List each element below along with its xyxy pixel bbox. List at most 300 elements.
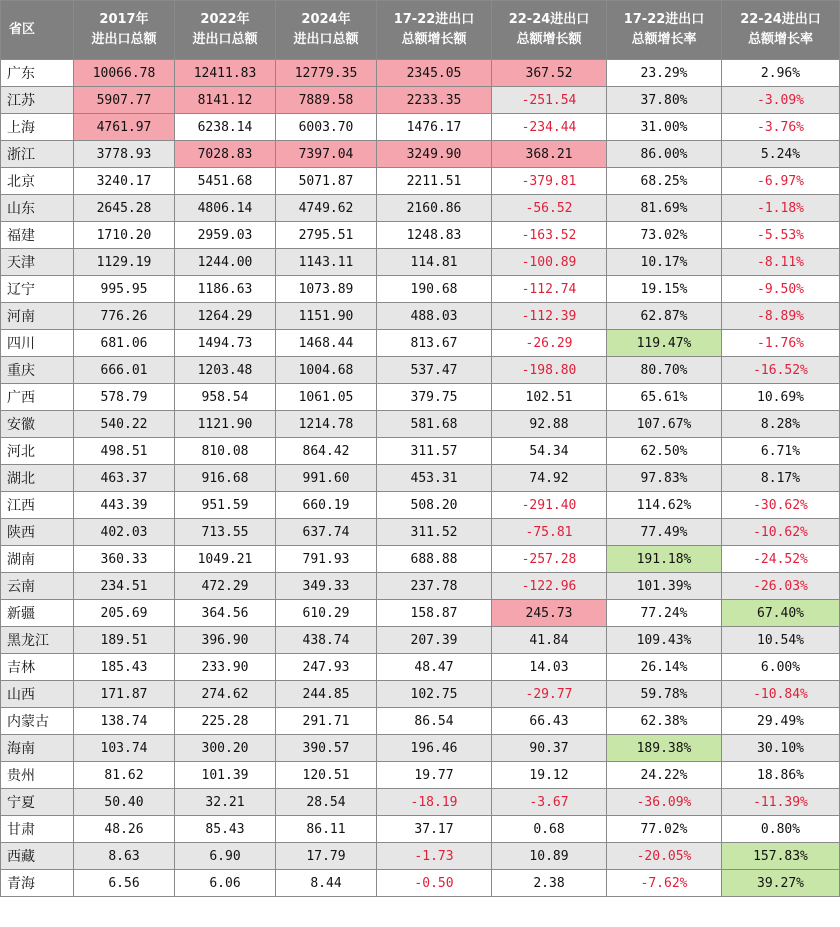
cell-growth-rate-17-22: 26.14% [607, 654, 722, 681]
column-header-line: 2017年 [99, 12, 149, 27]
province-cell: 江苏 [1, 87, 74, 114]
cell-growth-rate-17-22: 80.70% [607, 357, 722, 384]
province-cell: 辽宁 [1, 276, 74, 303]
province-cell: 甘肃 [1, 816, 74, 843]
cell-growth-rate-17-22: 107.67% [607, 411, 722, 438]
column-header-line: 进出口总额 [192, 32, 258, 47]
cell-total-2022: 958.54 [175, 384, 276, 411]
cell-growth-rate-17-22: 62.87% [607, 303, 722, 330]
cell-growth-rate-22-24: -1.18% [722, 195, 840, 222]
cell-total-2022: 5451.68 [175, 168, 276, 195]
table-row [1, 276, 840, 303]
cell-growth-amount-22-24: -251.54 [492, 87, 607, 114]
cell-growth-amount-22-24: 368.21 [492, 141, 607, 168]
column-header-line: 总额增长率 [631, 32, 697, 47]
cell-growth-amount-22-24: 90.37 [492, 735, 607, 762]
table-body [1, 60, 840, 897]
table-row [1, 573, 840, 600]
table-row [1, 384, 840, 411]
cell-growth-rate-22-24: 10.69% [722, 384, 840, 411]
cell-growth-rate-22-24: 29.49% [722, 708, 840, 735]
province-cell: 湖北 [1, 465, 74, 492]
cell-total-2017: 498.51 [74, 438, 175, 465]
cell-growth-rate-22-24: -6.97% [722, 168, 840, 195]
province-cell: 山东 [1, 195, 74, 222]
province-cell: 福建 [1, 222, 74, 249]
cell-total-2017: 138.74 [74, 708, 175, 735]
cell-total-2022: 32.21 [175, 789, 276, 816]
cell-growth-amount-17-22: 581.68 [377, 411, 492, 438]
cell-total-2017: 234.51 [74, 573, 175, 600]
cell-total-2024: 17.79 [276, 843, 377, 870]
cell-total-2024: 28.54 [276, 789, 377, 816]
cell-growth-amount-17-22: -18.19 [377, 789, 492, 816]
cell-growth-amount-17-22: 379.75 [377, 384, 492, 411]
cell-growth-rate-17-22: 10.17% [607, 249, 722, 276]
table-row [1, 249, 840, 276]
cell-growth-rate-17-22: 65.61% [607, 384, 722, 411]
column-header-line: 17-22进出口 [393, 12, 475, 27]
cell-growth-rate-22-24: 6.00% [722, 654, 840, 681]
cell-growth-amount-17-22: 207.39 [377, 627, 492, 654]
cell-growth-amount-17-22: 1248.83 [377, 222, 492, 249]
cell-total-2022: 1186.63 [175, 276, 276, 303]
province-cell: 宁夏 [1, 789, 74, 816]
column-header-line: 总额增长额 [401, 32, 467, 47]
cell-total-2017: 8.63 [74, 843, 175, 870]
cell-growth-rate-17-22: 62.50% [607, 438, 722, 465]
cell-total-2024: 349.33 [276, 573, 377, 600]
cell-total-2024: 7889.58 [276, 87, 377, 114]
cell-growth-amount-22-24: -122.96 [492, 573, 607, 600]
province-cell: 河南 [1, 303, 74, 330]
table-header [1, 1, 840, 60]
table-row [1, 141, 840, 168]
cell-growth-amount-17-22: 2160.86 [377, 195, 492, 222]
cell-growth-amount-22-24: -163.52 [492, 222, 607, 249]
cell-total-2024: 1143.11 [276, 249, 377, 276]
province-cell: 云南 [1, 573, 74, 600]
cell-growth-rate-22-24: 10.54% [722, 627, 840, 654]
cell-total-2022: 2959.03 [175, 222, 276, 249]
cell-growth-rate-22-24: -26.03% [722, 573, 840, 600]
cell-growth-amount-22-24: 102.51 [492, 384, 607, 411]
cell-growth-amount-17-22: 488.03 [377, 303, 492, 330]
cell-total-2022: 713.55 [175, 519, 276, 546]
cell-growth-amount-22-24: 92.88 [492, 411, 607, 438]
cell-growth-amount-22-24: -257.28 [492, 546, 607, 573]
cell-growth-amount-17-22: 688.88 [377, 546, 492, 573]
cell-growth-amount-17-22: 86.54 [377, 708, 492, 735]
province-cell: 浙江 [1, 141, 74, 168]
cell-growth-rate-17-22: 109.43% [607, 627, 722, 654]
cell-growth-rate-22-24: 5.24% [722, 141, 840, 168]
cell-total-2024: 438.74 [276, 627, 377, 654]
cell-growth-rate-22-24: 18.86% [722, 762, 840, 789]
cell-total-2017: 681.06 [74, 330, 175, 357]
column-header-growth-amount-17-22 [377, 1, 492, 60]
cell-growth-rate-17-22: 68.25% [607, 168, 722, 195]
cell-growth-amount-17-22: 1476.17 [377, 114, 492, 141]
cell-growth-rate-22-24: -5.53% [722, 222, 840, 249]
cell-growth-rate-17-22: 86.00% [607, 141, 722, 168]
cell-growth-rate-22-24: 2.96% [722, 60, 840, 87]
cell-growth-amount-17-22: 37.17 [377, 816, 492, 843]
cell-growth-amount-17-22: 237.78 [377, 573, 492, 600]
column-header-line: 2024年 [301, 12, 351, 27]
cell-growth-rate-22-24: 8.17% [722, 465, 840, 492]
table-row [1, 195, 840, 222]
cell-total-2024: 791.93 [276, 546, 377, 573]
cell-total-2024: 6003.70 [276, 114, 377, 141]
province-cell: 天津 [1, 249, 74, 276]
cell-growth-amount-17-22: 19.77 [377, 762, 492, 789]
cell-growth-rate-22-24: 0.80% [722, 816, 840, 843]
cell-total-2024: 247.93 [276, 654, 377, 681]
cell-growth-rate-22-24: 157.83% [722, 843, 840, 870]
cell-total-2024: 610.29 [276, 600, 377, 627]
cell-total-2022: 12411.83 [175, 60, 276, 87]
cell-total-2024: 120.51 [276, 762, 377, 789]
province-cell: 西藏 [1, 843, 74, 870]
cell-total-2022: 4806.14 [175, 195, 276, 222]
cell-growth-rate-17-22: 97.83% [607, 465, 722, 492]
cell-growth-amount-22-24: -29.77 [492, 681, 607, 708]
cell-growth-amount-17-22: 453.31 [377, 465, 492, 492]
cell-growth-rate-22-24: -3.76% [722, 114, 840, 141]
cell-total-2017: 360.33 [74, 546, 175, 573]
cell-total-2022: 6.06 [175, 870, 276, 897]
cell-growth-amount-22-24: -112.74 [492, 276, 607, 303]
cell-total-2024: 864.42 [276, 438, 377, 465]
cell-total-2024: 1214.78 [276, 411, 377, 438]
cell-growth-rate-17-22: 23.29% [607, 60, 722, 87]
cell-total-2024: 1004.68 [276, 357, 377, 384]
cell-growth-amount-17-22: 813.67 [377, 330, 492, 357]
cell-total-2017: 443.39 [74, 492, 175, 519]
cell-growth-rate-17-22: 119.47% [607, 330, 722, 357]
table-row [1, 519, 840, 546]
province-cell: 新疆 [1, 600, 74, 627]
cell-total-2017: 5907.77 [74, 87, 175, 114]
column-header-line: 17-22进出口 [623, 12, 705, 27]
column-header-province [1, 1, 74, 60]
table-row [1, 303, 840, 330]
province-cell: 吉林 [1, 654, 74, 681]
column-header-line: 2022年 [200, 12, 250, 27]
cell-growth-amount-17-22: 508.20 [377, 492, 492, 519]
cell-total-2022: 1121.90 [175, 411, 276, 438]
cell-total-2022: 300.20 [175, 735, 276, 762]
cell-growth-amount-22-24: -198.80 [492, 357, 607, 384]
cell-growth-rate-22-24: 67.40% [722, 600, 840, 627]
cell-growth-rate-17-22: 73.02% [607, 222, 722, 249]
cell-total-2017: 402.03 [74, 519, 175, 546]
table-row [1, 546, 840, 573]
cell-total-2022: 8141.12 [175, 87, 276, 114]
cell-growth-amount-22-24: 19.12 [492, 762, 607, 789]
table-row [1, 708, 840, 735]
cell-growth-amount-22-24: 0.68 [492, 816, 607, 843]
cell-growth-rate-17-22: -7.62% [607, 870, 722, 897]
province-cell: 山西 [1, 681, 74, 708]
cell-growth-rate-17-22: 59.78% [607, 681, 722, 708]
cell-total-2024: 660.19 [276, 492, 377, 519]
cell-growth-amount-17-22: -0.50 [377, 870, 492, 897]
cell-growth-amount-17-22: 190.68 [377, 276, 492, 303]
province-cell: 湖南 [1, 546, 74, 573]
cell-growth-amount-22-24: 2.38 [492, 870, 607, 897]
cell-total-2024: 8.44 [276, 870, 377, 897]
cell-total-2017: 50.40 [74, 789, 175, 816]
cell-growth-rate-22-24: 39.27% [722, 870, 840, 897]
province-cell: 内蒙古 [1, 708, 74, 735]
header-row [1, 1, 840, 60]
cell-growth-rate-17-22: 191.18% [607, 546, 722, 573]
table-row [1, 789, 840, 816]
table-row [1, 330, 840, 357]
cell-growth-amount-22-24: 14.03 [492, 654, 607, 681]
column-header-total-2017 [74, 1, 175, 60]
cell-growth-amount-22-24: 10.89 [492, 843, 607, 870]
column-header-line: 进出口总额 [293, 32, 359, 47]
cell-growth-amount-22-24: -3.67 [492, 789, 607, 816]
cell-growth-amount-22-24: 74.92 [492, 465, 607, 492]
column-header-growth-amount-22-24 [492, 1, 607, 60]
cell-total-2017: 1129.19 [74, 249, 175, 276]
province-cell: 贵州 [1, 762, 74, 789]
cell-growth-rate-17-22: 189.38% [607, 735, 722, 762]
cell-growth-rate-17-22: -36.09% [607, 789, 722, 816]
cell-growth-amount-17-22: 2211.51 [377, 168, 492, 195]
cell-growth-rate-17-22: 81.69% [607, 195, 722, 222]
cell-total-2024: 244.85 [276, 681, 377, 708]
cell-growth-rate-22-24: -8.11% [722, 249, 840, 276]
cell-total-2024: 5071.87 [276, 168, 377, 195]
cell-growth-rate-22-24: -10.84% [722, 681, 840, 708]
cell-total-2022: 1049.21 [175, 546, 276, 573]
table-row [1, 222, 840, 249]
cell-growth-rate-22-24: -16.52% [722, 357, 840, 384]
cell-growth-rate-17-22: 24.22% [607, 762, 722, 789]
cell-growth-amount-17-22: 2345.05 [377, 60, 492, 87]
cell-growth-rate-22-24: -10.62% [722, 519, 840, 546]
table-row [1, 816, 840, 843]
cell-total-2017: 189.51 [74, 627, 175, 654]
cell-total-2022: 225.28 [175, 708, 276, 735]
cell-growth-amount-17-22: 48.47 [377, 654, 492, 681]
cell-growth-amount-17-22: 158.87 [377, 600, 492, 627]
table-row [1, 60, 840, 87]
column-header-line: 省区 [9, 22, 36, 37]
cell-growth-amount-22-24: -26.29 [492, 330, 607, 357]
cell-total-2022: 916.68 [175, 465, 276, 492]
cell-growth-rate-22-24: 8.28% [722, 411, 840, 438]
table-row [1, 114, 840, 141]
cell-total-2017: 81.62 [74, 762, 175, 789]
cell-growth-amount-22-24: 245.73 [492, 600, 607, 627]
cell-growth-amount-17-22: 3249.90 [377, 141, 492, 168]
cell-total-2022: 1203.48 [175, 357, 276, 384]
cell-growth-amount-22-24: 41.84 [492, 627, 607, 654]
cell-total-2022: 396.90 [175, 627, 276, 654]
cell-total-2024: 1151.90 [276, 303, 377, 330]
cell-growth-amount-22-24: -56.52 [492, 195, 607, 222]
cell-total-2017: 3778.93 [74, 141, 175, 168]
cell-total-2022: 951.59 [175, 492, 276, 519]
cell-total-2017: 3240.17 [74, 168, 175, 195]
cell-total-2024: 7397.04 [276, 141, 377, 168]
province-cell: 重庆 [1, 357, 74, 384]
cell-total-2022: 274.62 [175, 681, 276, 708]
column-header-line: 总额增长额 [516, 32, 582, 47]
table-row [1, 438, 840, 465]
cell-total-2024: 1468.44 [276, 330, 377, 357]
cell-total-2017: 776.26 [74, 303, 175, 330]
cell-growth-rate-17-22: 77.49% [607, 519, 722, 546]
column-header-growth-rate-17-22 [607, 1, 722, 60]
cell-growth-rate-22-24: 6.71% [722, 438, 840, 465]
cell-total-2017: 995.95 [74, 276, 175, 303]
cell-total-2024: 4749.62 [276, 195, 377, 222]
column-header-total-2022 [175, 1, 276, 60]
cell-total-2017: 185.43 [74, 654, 175, 681]
cell-growth-amount-22-24: 367.52 [492, 60, 607, 87]
table-row [1, 492, 840, 519]
cell-growth-amount-17-22: 311.57 [377, 438, 492, 465]
cell-growth-amount-17-22: 196.46 [377, 735, 492, 762]
cell-total-2024: 1061.05 [276, 384, 377, 411]
province-cell: 广西 [1, 384, 74, 411]
cell-growth-amount-22-24: -100.89 [492, 249, 607, 276]
cell-growth-rate-22-24: -1.76% [722, 330, 840, 357]
table-row [1, 357, 840, 384]
cell-growth-amount-22-24: 66.43 [492, 708, 607, 735]
cell-growth-rate-22-24: -3.09% [722, 87, 840, 114]
cell-growth-amount-22-24: 54.34 [492, 438, 607, 465]
cell-total-2022: 364.56 [175, 600, 276, 627]
cell-growth-rate-22-24: -8.89% [722, 303, 840, 330]
cell-total-2017: 2645.28 [74, 195, 175, 222]
table-row [1, 87, 840, 114]
column-header-line: 22-24进出口 [740, 12, 821, 27]
cell-growth-rate-22-24: -11.39% [722, 789, 840, 816]
cell-growth-amount-17-22: 311.52 [377, 519, 492, 546]
cell-total-2022: 1244.00 [175, 249, 276, 276]
cell-total-2017: 10066.78 [74, 60, 175, 87]
cell-growth-amount-17-22: -1.73 [377, 843, 492, 870]
province-cell: 上海 [1, 114, 74, 141]
table-row [1, 627, 840, 654]
cell-growth-amount-22-24: -75.81 [492, 519, 607, 546]
cell-growth-amount-22-24: -112.39 [492, 303, 607, 330]
cell-total-2022: 6.90 [175, 843, 276, 870]
cell-growth-rate-17-22: 31.00% [607, 114, 722, 141]
table-row [1, 681, 840, 708]
cell-total-2017: 6.56 [74, 870, 175, 897]
cell-total-2022: 85.43 [175, 816, 276, 843]
cell-total-2024: 291.71 [276, 708, 377, 735]
province-cell: 四川 [1, 330, 74, 357]
column-header-total-2024 [276, 1, 377, 60]
table-row [1, 843, 840, 870]
cell-growth-rate-17-22: 77.24% [607, 600, 722, 627]
cell-total-2024: 637.74 [276, 519, 377, 546]
column-header-line: 总额增长率 [747, 32, 813, 47]
cell-total-2017: 103.74 [74, 735, 175, 762]
table-row [1, 735, 840, 762]
cell-total-2017: 578.79 [74, 384, 175, 411]
province-cell: 安徽 [1, 411, 74, 438]
cell-total-2024: 390.57 [276, 735, 377, 762]
cell-total-2024: 86.11 [276, 816, 377, 843]
cell-total-2024: 991.60 [276, 465, 377, 492]
province-cell: 海南 [1, 735, 74, 762]
cell-total-2022: 233.90 [175, 654, 276, 681]
cell-total-2024: 2795.51 [276, 222, 377, 249]
province-cell: 广东 [1, 60, 74, 87]
cell-total-2017: 48.26 [74, 816, 175, 843]
province-cell: 江西 [1, 492, 74, 519]
cell-growth-amount-17-22: 537.47 [377, 357, 492, 384]
cell-growth-rate-17-22: -20.05% [607, 843, 722, 870]
cell-total-2024: 12779.35 [276, 60, 377, 87]
cell-growth-rate-17-22: 77.02% [607, 816, 722, 843]
cell-total-2017: 666.01 [74, 357, 175, 384]
table-row [1, 411, 840, 438]
cell-total-2022: 7028.83 [175, 141, 276, 168]
column-header-line: 进出口总额 [91, 32, 157, 47]
table-row [1, 168, 840, 195]
cell-total-2022: 101.39 [175, 762, 276, 789]
cell-growth-rate-22-24: -24.52% [722, 546, 840, 573]
cell-total-2022: 1264.29 [175, 303, 276, 330]
table-row [1, 762, 840, 789]
cell-growth-rate-17-22: 37.80% [607, 87, 722, 114]
cell-growth-amount-22-24: -234.44 [492, 114, 607, 141]
cell-total-2022: 6238.14 [175, 114, 276, 141]
province-cell: 青海 [1, 870, 74, 897]
cell-growth-rate-17-22: 114.62% [607, 492, 722, 519]
cell-growth-rate-22-24: 30.10% [722, 735, 840, 762]
cell-growth-rate-17-22: 101.39% [607, 573, 722, 600]
cell-total-2022: 472.29 [175, 573, 276, 600]
province-cell: 陕西 [1, 519, 74, 546]
cell-total-2017: 171.87 [74, 681, 175, 708]
cell-total-2017: 1710.20 [74, 222, 175, 249]
province-cell: 河北 [1, 438, 74, 465]
cell-growth-rate-22-24: -9.50% [722, 276, 840, 303]
table-row [1, 465, 840, 492]
cell-growth-amount-22-24: -379.81 [492, 168, 607, 195]
cell-growth-amount-22-24: -291.40 [492, 492, 607, 519]
cell-total-2022: 1494.73 [175, 330, 276, 357]
cell-total-2022: 810.08 [175, 438, 276, 465]
cell-total-2017: 463.37 [74, 465, 175, 492]
cell-growth-amount-17-22: 2233.35 [377, 87, 492, 114]
column-header-line: 22-24进出口 [508, 12, 590, 27]
table-row [1, 654, 840, 681]
column-header-growth-rate-22-24 [722, 1, 840, 60]
cell-total-2024: 1073.89 [276, 276, 377, 303]
cell-growth-amount-17-22: 102.75 [377, 681, 492, 708]
table-row [1, 870, 840, 897]
cell-growth-rate-22-24: -30.62% [722, 492, 840, 519]
table-row [1, 600, 840, 627]
cell-growth-amount-17-22: 114.81 [377, 249, 492, 276]
cell-total-2017: 205.69 [74, 600, 175, 627]
province-cell: 黑龙江 [1, 627, 74, 654]
